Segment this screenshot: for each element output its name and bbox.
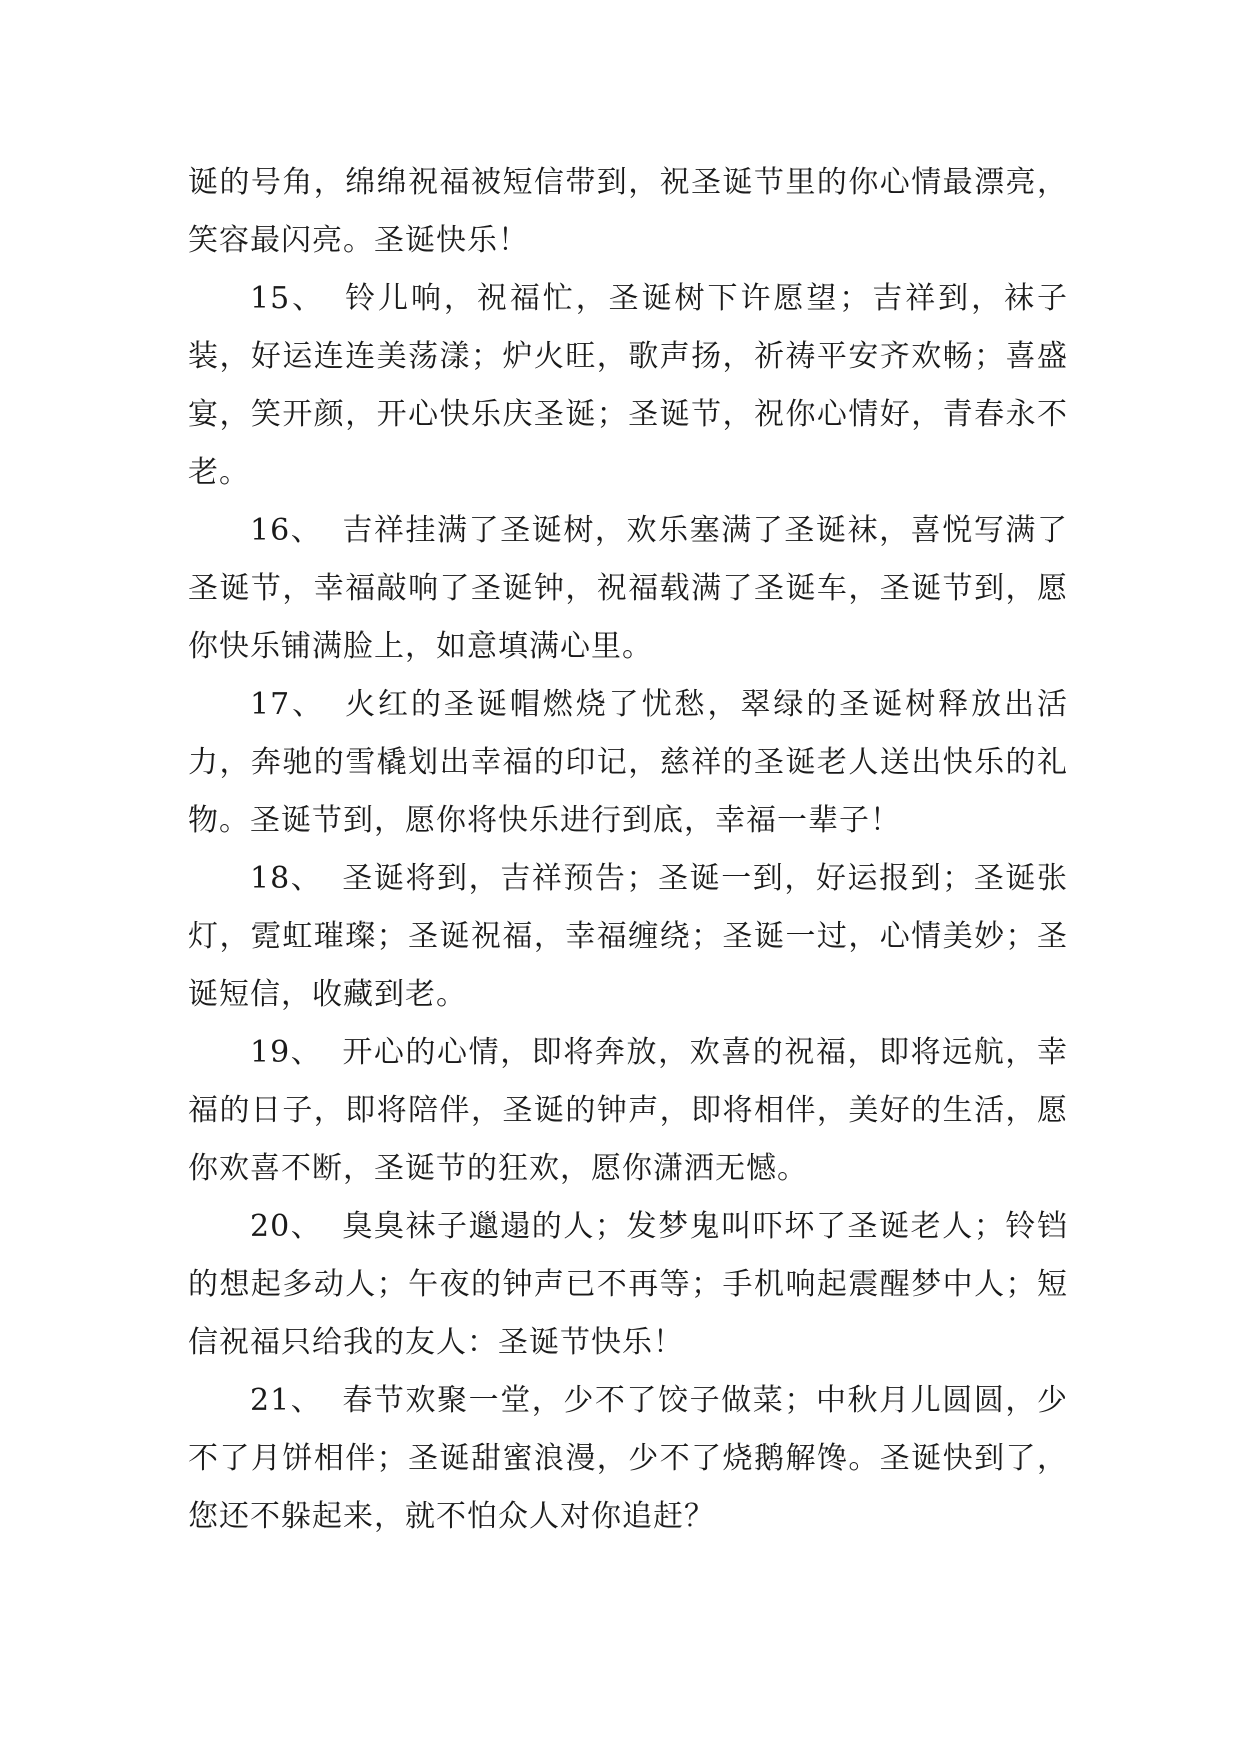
item-number: 19、 [250,1035,323,1070]
item-text: 开心的心情，即将奔放，欢喜的祝福，即将远航，幸福的日子，即将陪伴，圣诞的钟声，即将相伴，美好的生活，愿你欢喜不断，圣诞节的狂欢，愿你潇洒无憾。 [188,1035,1068,1186]
item-number: 18、 [250,861,323,896]
item-text: 臭臭袜子邋遢的人；发梦鬼叫吓坏了圣诞老人；铃铛的想起多动人；午夜的钟声已不再等；手机响起震醒梦中人；短信祝福只给我的友人：圣诞节快乐！ [188,1209,1068,1360]
greeting-item-21 [188,1372,1068,1546]
item-number: 17、 [250,687,326,722]
item-text: 火红的圣诞帽燃烧了忧愁，翠绿的圣诞树释放出活力，奔驰的雪橇划出幸福的印记，慈祥的圣诞老人送出快乐的礼物。圣诞节到，愿你将快乐进行到底，幸福一辈子！ [188,687,1068,838]
item-number: 20、 [250,1209,323,1244]
continuation-paragraph: 诞的号角，绵绵祝福被短信带到，祝圣诞节里的你心情最漂亮，笑容最闪亮。圣诞快乐！ [188,165,1068,258]
document-body [188,154,1068,1546]
greeting-item-17 [188,676,1068,850]
greeting-item-20 [188,1198,1068,1372]
item-text: 春节欢聚一堂，少不了饺子做菜；中秋月儿圆圆，少不了月饼相伴；圣诞甜蜜浪漫，少不了烧鹅解馋。圣诞快到了，您还不躲起来，就不怕众人对你追赶？ [188,1383,1068,1534]
greeting-item-18 [188,850,1068,1024]
item-text: 铃儿响，祝福忙，圣诞树下许愿望；吉祥到，袜子装，好运连连美荡漾；炉火旺，歌声扬，祈祷平安齐欢畅；喜盛宴，笑开颜，开心快乐庆圣诞；圣诞节，祝你心情好，青春永不老。 [188,281,1068,490]
greeting-item-19 [188,1024,1068,1198]
item-text: 吉祥挂满了圣诞树，欢乐塞满了圣诞袜，喜悦写满了圣诞节，幸福敲响了圣诞钟，祝福载满了圣诞车，圣诞节到，愿你快乐铺满脸上，如意填满心里。 [188,513,1068,664]
item-number: 15、 [250,281,326,316]
item-text: 圣诞将到，吉祥预告；圣诞一到，好运报到；圣诞张灯，霓虹璀璨；圣诞祝福，幸福缠绕；圣诞一过，心情美妙；圣诞短信，收藏到老。 [188,861,1068,1012]
item-number: 16、 [250,513,323,548]
greeting-item-15 [188,270,1068,502]
greeting-item-16 [188,502,1068,676]
item-number: 21、 [250,1383,323,1418]
